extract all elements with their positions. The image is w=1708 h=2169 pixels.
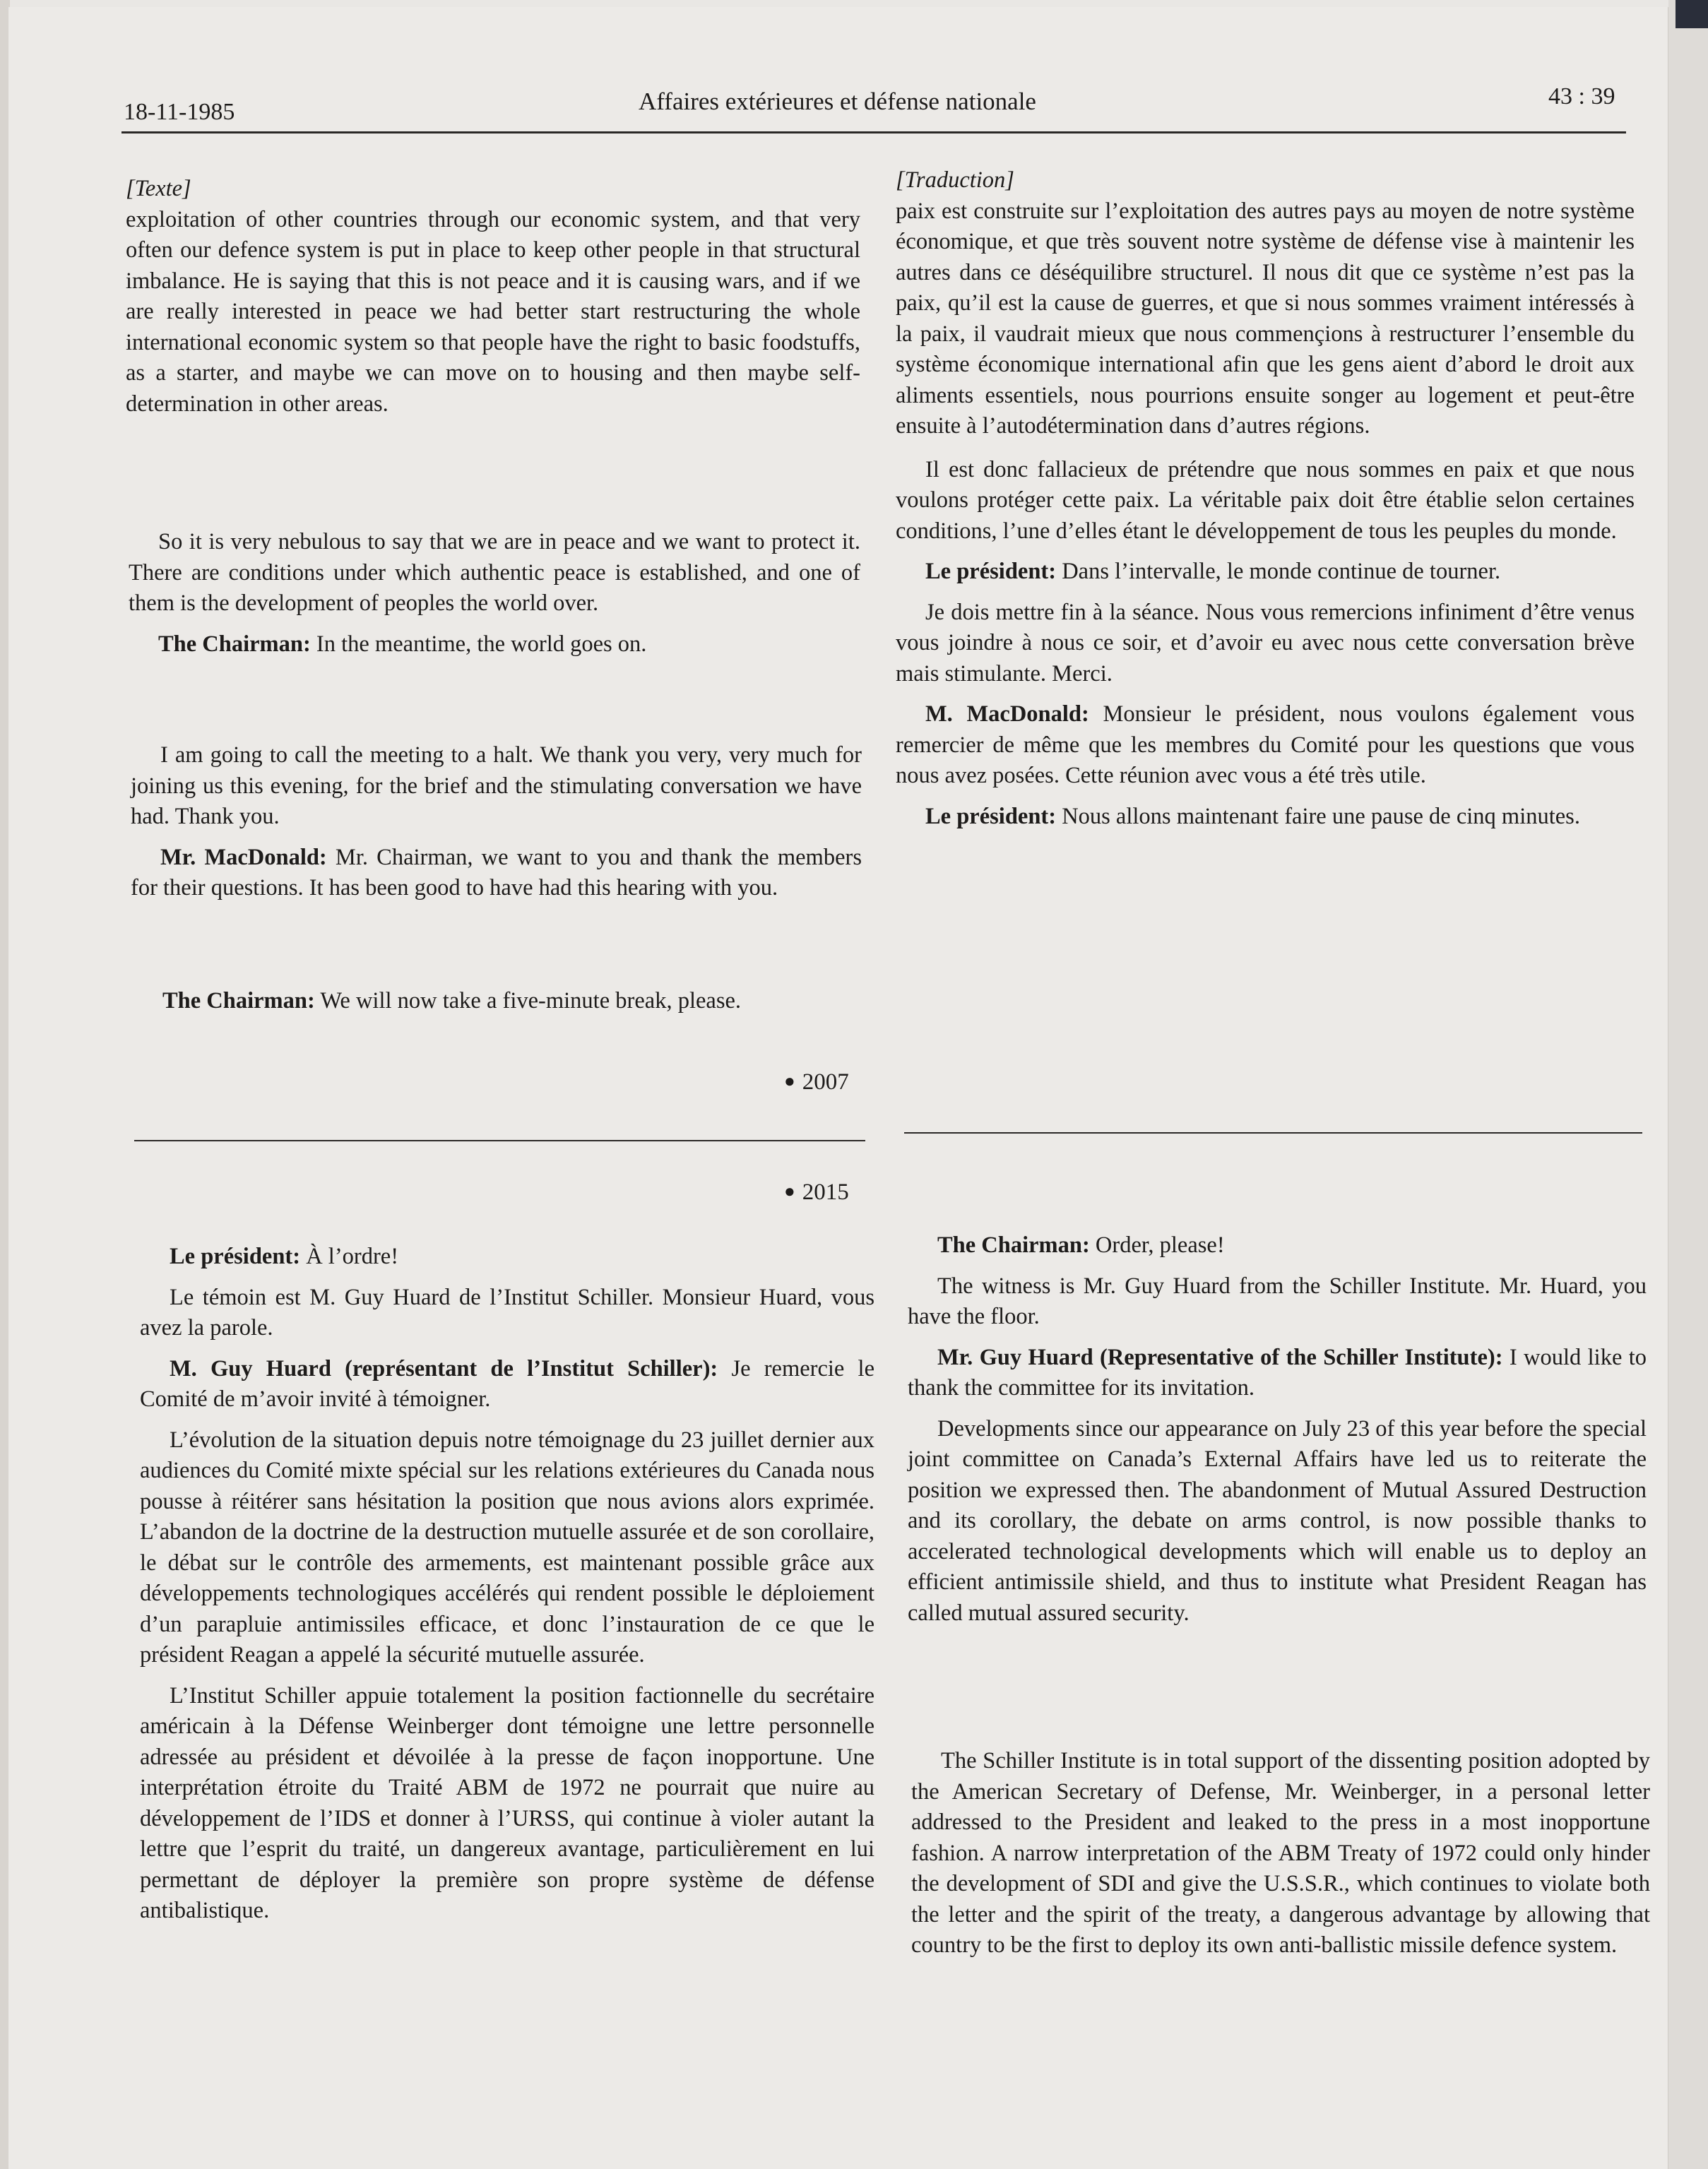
- speech-text: Mr. Chairman, we want to you and thank the members for their questions. It has been good to have had this hearing with you.: [131, 844, 862, 901]
- speaker-name: The Chairman:: [158, 631, 311, 657]
- header-rule: [121, 131, 1626, 133]
- speaker-name: Mr. MacDonald:: [160, 844, 327, 870]
- left-column-bottom: [140, 1242, 874, 1927]
- paragraph: L’évolution de la situation depuis notre témoignage du 23 juillet dernier aux audiences du Comité mixte spécial sur les relations extérieures du Canada nous pousse à réitérer sans hésitation la position que nous avions alors exprimée. L’abandon de la doctrine de la destruction mutuelle assurée et de son corollaire, le débat sur le contrôle des armements, est maintenant possible grâce aux développements technologiques accélérés qui rendent possible le déploiement d’un parapluie antimissiles efficace, et donc l’instauration de ce que le président Reagan a appelé la sécurité mutuelle assurée.: [140, 1427, 874, 1668]
- left-column-para6: [133, 986, 862, 1017]
- speaker-name: Le président:: [925, 803, 1057, 829]
- paragraph: [140, 1354, 874, 1415]
- right-column-last: [911, 1746, 1650, 1961]
- header-title: Affaires extérieures et défense nationale: [639, 88, 1036, 115]
- header-date: 18-11-1985: [124, 99, 235, 125]
- paragraph: exploitation of other countries through our economic system, and that very often our defence system is put in place to keep other people in that structural imbalance. He is saying that this is not peace and it is causing wars, and if we are really interested in peace we had better start restructuring the whole international economic system so that people have the right to basic foodstuffs, as a starter, and maybe we can move on to housing and then maybe self-determination in other areas.: [126, 206, 860, 417]
- paragraph: So it is very nebulous to say that we are in peace and we want to protect it. There are conditions under which authentic peace is established, and one of them is the development of peoples the world over.: [129, 529, 860, 616]
- section-rule: [134, 1140, 865, 1141]
- speech-text: Je remercie le Comité de m’avoir invité à témoigner.: [140, 1355, 875, 1412]
- time-marker: ● 2007: [784, 1069, 849, 1095]
- speaker-name: Le président:: [170, 1244, 301, 1269]
- header-page-number: 43 : 39: [1548, 83, 1615, 109]
- page-right-edge: [1668, 0, 1708, 2169]
- paragraph: Il est donc fallacieux de prétendre que nous sommes en paix et que nous voulons protéger cette paix. La véritable paix doit être établie selon certaines conditions, l’une d’elles étant le développement de tous les peuples du monde.: [896, 456, 1635, 544]
- paragraph: Le témoin est M. Guy Huard de l’Institut Schiller. Monsieur Huard, vous avez la parole.: [140, 1284, 874, 1341]
- paragraph: [896, 802, 1635, 833]
- paragraph: The Schiller Institute is in total support of the dissenting position adopted by the American Secretary of Defense, Mr. Weinberger, in a personal letter addressed to the President and leaked to the press in a most inopportune fashion. A narrow interpretation of the ABM Treaty of 1972 could only hinder the development of SDI and give the U.S.S.R., which continues to violate both the letter and the spirit of the treaty, a dangerous advantage by allowing that country to be the first to deploy its own anti-ballistic missile defence system.: [911, 1748, 1650, 1958]
- right-column-bottom: [908, 1230, 1647, 1629]
- translation-label: [Traduction]: [896, 167, 1014, 193]
- left-column-para2: [129, 527, 860, 660]
- paragraph: L’Institut Schiller appuie totalement la position factionnelle du secrétaire américain à la Défense Weinberger dont témoigne une lettre personnelle adressée au président et dévoilée à la presse de façon inopportune. Une interprétation étroite du Traité ABM de 1972 ne pourrait que nuire au développement de l’IDS et donner à l’URSS, qui continue à violer autant la lettre que l’esprit du traité, un dangereux avantage, particulièrement en lui permettant de déployer la première son propre système de défense antibalistique.: [140, 1682, 874, 1923]
- speech-text: À l’ordre!: [300, 1244, 399, 1269]
- speech-text: Dans l’intervalle, le monde continue de tourner.: [1056, 559, 1501, 584]
- speaker-name: The Chairman:: [162, 988, 315, 1014]
- paragraph: I am going to call the meeting to a halt. We thank you very, very much for joining us this evening, for the brief and the stimulating conversation we have had. Thank you.: [131, 742, 862, 829]
- speech-text: We will now take a five-minute break, please.: [314, 988, 742, 1014]
- left-column-para4: [131, 740, 862, 904]
- speech-text: Nous allons maintenant faire une pause de cinq minutes.: [1056, 803, 1580, 829]
- time-marker: ● 2015: [784, 1179, 849, 1205]
- paragraph: Developments since our appearance on July 23 of this year before the special joint committee on Canada’s External Affairs have led us to reiterate the position we expressed then. The abandonment of Mutual Assured Destruction and its corollary, the debate on arms control, is now possible thanks to accelerated technological developments which will enable us to deploy an efficient antimissile shield, and thus to institute what President Reagan has called mutual assured security.: [908, 1415, 1647, 1626]
- paragraph: [133, 986, 862, 1017]
- paragraph: paix est construite sur l’exploitation des autres pays au moyen de notre système économique, et que très souvent notre système de défense vise à maintenir les autres dans ce déséquilibre structurel. Il nous dit que ce système n’est pas la paix, qu’il est la cause de guerres, et que si nous sommes vraiment intéressés à la paix, il vaudrait mieux que nous commençions à restructurer l’ensemble du système économique international afin que les gens aient d’abord le droit aux aliments essentiels, nous pourrions ensuite songer au logement et peut-être ensuite à l’autodétermination dans d’autres régions.: [896, 198, 1635, 439]
- speech-text: In the meantime, the world goes on.: [310, 631, 647, 657]
- left-column-top: [126, 174, 860, 420]
- section-rule: [904, 1132, 1642, 1134]
- speaker-name: M. MacDonald:: [925, 701, 1089, 727]
- corner-mark: [1676, 0, 1708, 28]
- speaker-name: The Chairman:: [937, 1232, 1090, 1258]
- paragraph: The witness is Mr. Guy Huard from the Schiller Institute. Mr. Huard, you have the floor.: [908, 1273, 1647, 1329]
- paragraph: [908, 1343, 1647, 1404]
- speaker-name: Mr. Guy Huard (Representative of the Schiller Institute):: [937, 1344, 1503, 1370]
- right-column-top: [896, 165, 1635, 832]
- speech-text: I would like to thank the committee for its invitation.: [908, 1344, 1647, 1401]
- paragraph: [129, 629, 860, 660]
- paragraph: [140, 1242, 874, 1273]
- speaker-name: M. Guy Huard (représentant de l’Institut Schiller):: [170, 1355, 718, 1381]
- speech-text: Monsieur le président, nous voulons également vous remercier de même que les membres du Comité pour les questions que vous nous avez posées. Cette réunion avec vous a été très utile.: [896, 701, 1635, 788]
- paragraph: [131, 843, 862, 904]
- speaker-name: Le président:: [925, 559, 1057, 584]
- speech-text: Order, please!: [1089, 1232, 1225, 1258]
- paragraph: Je dois mettre fin à la séance. Nous vous remercions infiniment d’être venus vous joindre à nous ce soir, et d’avoir eu avec nous cette conversation brève mais stimulante. Merci.: [896, 599, 1635, 687]
- paragraph: [896, 557, 1635, 588]
- paragraph: [896, 699, 1635, 792]
- paragraph: [908, 1230, 1647, 1261]
- text-label: [Texte]: [126, 176, 191, 201]
